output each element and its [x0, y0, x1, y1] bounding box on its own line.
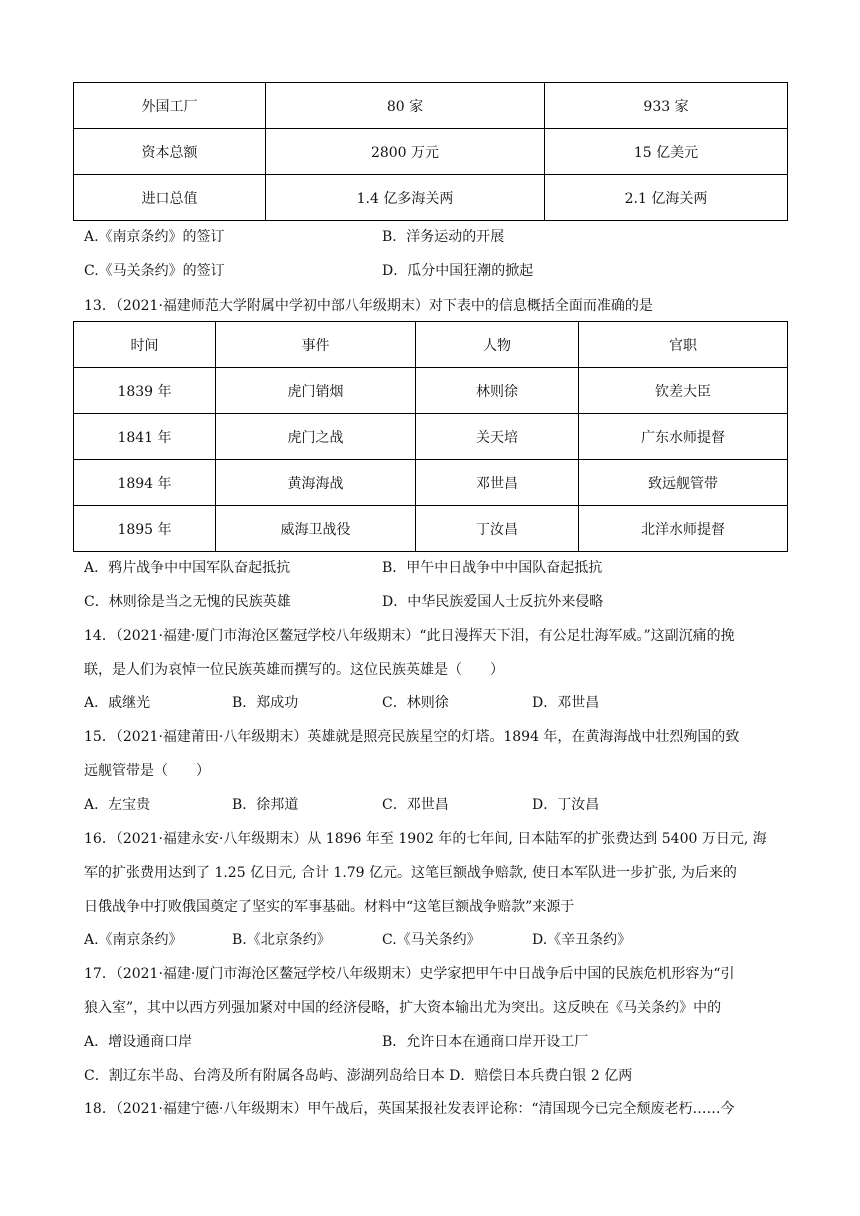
table-cell: 933 家 [545, 83, 788, 129]
q16-option-b[interactable]: B.《北京条约》 [232, 932, 331, 948]
q14-stem-line2: 联，是人们为哀悼一位民族英雄而撰写的。这位民族英雄是（ ） [84, 662, 504, 678]
table-cell: 致远舰管带 [579, 460, 788, 506]
q17-option-b[interactable]: B．允许日本在通商口岸开设工厂 [382, 1034, 589, 1050]
table-row [74, 368, 788, 414]
table-header-cell: 时间 [74, 322, 216, 368]
q14-option-a[interactable]: A．戚继光 [84, 695, 151, 711]
table-cell: 威海卫战役 [216, 506, 416, 552]
q12-option-c[interactable]: C.《马关条约》的签订 [84, 263, 225, 279]
q16-option-a[interactable]: A.《南京条约》 [84, 932, 183, 948]
q12-option-a[interactable]: A.《南京条约》的签订 [84, 229, 225, 245]
q13-option-c[interactable]: C．林则徐是当之无愧的民族英雄 [84, 594, 291, 610]
q17-options-row1 [84, 1031, 784, 1053]
table-cell: 进口总值 [74, 175, 266, 221]
q14-options [84, 692, 784, 714]
q13-option-d[interactable]: D．中华民族爱国人士反抗外来侵略 [382, 594, 604, 610]
table-row [74, 506, 788, 552]
q14-stem-line1: 14．（2021·福建·厦门市海沧区鳌冠学校八年级期末）“此日漫挥天下泪，有公足壮海军威。”这副沉痛的挽 [84, 628, 735, 644]
q16-stem-line3: 日俄战争中打败俄国奠定了坚实的军事基础。材料中“这笔巨额战争赔款”来源于 [84, 899, 575, 915]
table-cell: 15 亿美元 [545, 129, 788, 175]
q14-option-d[interactable]: D．邓世昌 [532, 695, 600, 711]
table-cell: 80 家 [266, 83, 545, 129]
q16-option-c[interactable]: C.《马关条约》 [382, 932, 481, 948]
table-header-cell: 事件 [216, 322, 416, 368]
table-header-cell: 官职 [579, 322, 788, 368]
q16-stem-line2: 军的扩张费用达到了 1.25 亿日元, 合计 1.79 亿元。这笔巨额战争赔款, 使日本军队进一步扩张, 为后来的 [84, 865, 737, 881]
table-cell: 1894 年 [74, 460, 216, 506]
table-cell: 1841 年 [74, 414, 216, 460]
q13-stem: 13．（2021·福建师范大学附属中学初中部八年级期末）对下表中的信息概括全面而准确的是 [84, 298, 653, 314]
q16-stem-line1: 16．（2021·福建永安·八年级期末）从 1896 年至 1902 年的七年间, 日本陆军的扩张费达到 5400 万日元, 海 [84, 831, 767, 847]
table-cell: 资本总额 [74, 129, 266, 175]
table-row [74, 460, 788, 506]
q18-stem-line1: 18．（2021·福建宁德·八年级期末）甲午战后，英国某报社发表评论称：“清国现今已完全颓废老朽……今 [84, 1101, 735, 1117]
events-table [73, 321, 788, 552]
table-cell: 邓世昌 [416, 460, 579, 506]
q16-options [84, 929, 784, 951]
table-cell: 虎门之战 [216, 414, 416, 460]
table-cell: 钦差大臣 [579, 368, 788, 414]
table-row [74, 175, 788, 221]
table-header-cell: 人物 [416, 322, 579, 368]
q13-option-a[interactable]: A．鸦片战争中中国军队奋起抵抗 [84, 560, 291, 576]
table-cell: 虎门销烟 [216, 368, 416, 414]
q15-option-a[interactable]: A．左宝贵 [84, 797, 151, 813]
table-cell: 黄海海战 [216, 460, 416, 506]
table-cell: 外国工厂 [74, 83, 266, 129]
q15-options [84, 794, 784, 816]
q17-options-row2[interactable]: C．割辽东半岛、台湾及所有附属各岛屿、澎湖列岛给日本 D．赔偿日本兵费白银 2 亿两 [84, 1068, 633, 1084]
table-cell: 1895 年 [74, 506, 216, 552]
q17-stem-line1: 17．（2021·福建·厦门市海沧区鳌冠学校八年级期末）史学家把甲午中日战争后中国的民族危机形容为“引 [84, 966, 735, 982]
q15-stem-line2: 远舰管带是（ ） [84, 763, 210, 779]
q15-option-b[interactable]: B．徐邦道 [232, 797, 299, 813]
q17-option-a[interactable]: A．增设通商口岸 [84, 1034, 193, 1050]
table-cell: 2800 万元 [266, 129, 545, 175]
q15-option-d[interactable]: D．丁汝昌 [532, 797, 600, 813]
table-cell: 北洋水师提督 [579, 506, 788, 552]
q14-option-c[interactable]: C．林则徐 [382, 695, 449, 711]
q16-option-d[interactable]: D.《辛丑条约》 [532, 932, 632, 948]
table-cell: 关天培 [416, 414, 579, 460]
table-row [74, 83, 788, 129]
q12-options-row2 [84, 260, 784, 282]
table-cell: 林则徐 [416, 368, 579, 414]
q15-stem-line1: 15．（2021·福建莆田·八年级期末）英雄就是照亮民族星空的灯塔。1894 年，在黄海海战中壮烈殉国的致 [84, 729, 740, 745]
q12-option-b[interactable]: B．洋务运动的开展 [382, 229, 505, 245]
table-cell: 广东水师提督 [579, 414, 788, 460]
q12-option-d[interactable]: D．瓜分中国狂潮的掀起 [382, 263, 534, 279]
table-row [74, 414, 788, 460]
q12-options-row1 [84, 226, 784, 248]
statistics-table [73, 82, 788, 221]
table-cell: 丁汝昌 [416, 506, 579, 552]
q17-stem-line2: 狼入室”，其中以西方列强加紧对中国的经济侵略，扩大资本输出尤为突出。这反映在《马关条约》中的 [84, 1000, 722, 1016]
table-cell: 1839 年 [74, 368, 216, 414]
table-row [74, 129, 788, 175]
q14-option-b[interactable]: B．郑成功 [232, 695, 299, 711]
table-cell: 1.4 亿多海关两 [266, 175, 545, 221]
q13-options-row2 [84, 591, 784, 613]
table-cell: 2.1 亿海关两 [545, 175, 788, 221]
q13-option-b[interactable]: B．甲午中日战争中中国队奋起抵抗 [382, 560, 603, 576]
q13-options-row1 [84, 557, 784, 579]
q15-option-c[interactable]: C．邓世昌 [382, 797, 449, 813]
table-header-row [74, 322, 788, 368]
